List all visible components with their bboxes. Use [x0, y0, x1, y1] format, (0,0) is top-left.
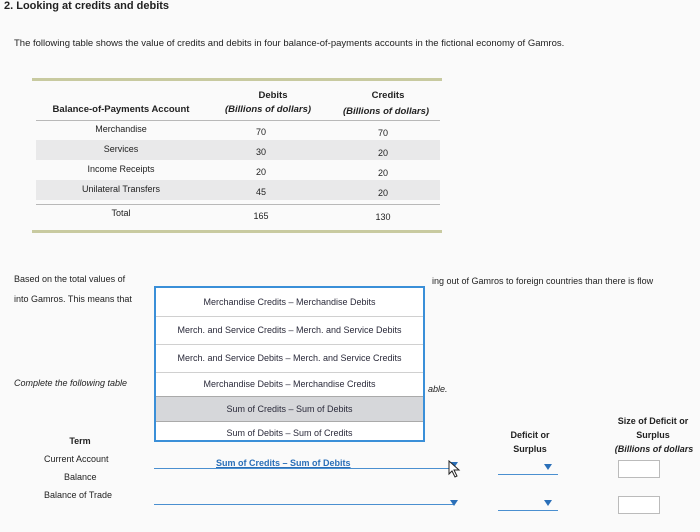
deficit-header: Deficit or	[510, 430, 550, 440]
based-text-end: ing out of Gamros to foreign countries than there is flow	[432, 276, 654, 286]
total-row	[36, 204, 440, 228]
credits-subheader: (Billions of dollars)	[342, 106, 430, 117]
select-underline	[498, 474, 558, 475]
account-cell: Services	[103, 144, 139, 154]
size-input-1[interactable]	[618, 460, 660, 478]
account-cell: Income Receipts	[87, 164, 155, 174]
question-heading: 2. Looking at credits and debits	[4, 0, 170, 12]
size-subheader: (Billions of dollars	[614, 444, 694, 454]
based-text: Based on the total values of	[14, 274, 126, 284]
debits-header: Debits	[258, 90, 288, 101]
select-underline	[154, 468, 454, 469]
dropdown-option-selected[interactable]: Sum of Credits – Sum of Debits	[156, 396, 423, 422]
select-underline	[154, 504, 454, 505]
chevron-down-icon	[544, 500, 552, 506]
table-row	[36, 160, 440, 180]
debits-cell: 45	[255, 187, 266, 197]
debits-cell: 70	[255, 127, 266, 137]
credits-cell: 20	[377, 188, 388, 198]
select-underline	[498, 510, 558, 511]
term-balance-of-trade: Balance of Trade	[44, 490, 113, 500]
table-top-rule	[32, 78, 442, 81]
term-current-account: Current Account	[44, 454, 109, 464]
dropdown-option[interactable]: Merch. and Service Credits – Merch. and Service Debits	[177, 325, 402, 335]
current-account-selected: Sum of Credits – Sum of Debits	[216, 458, 351, 468]
total-debits: 165	[253, 211, 269, 221]
table-bottom-rule	[32, 230, 442, 233]
balance-of-trade-select[interactable]	[154, 490, 454, 506]
total-label: Total	[111, 208, 131, 218]
complete-instruction-end: able.	[428, 384, 448, 394]
term-header: Term	[69, 436, 91, 446]
table-row	[36, 140, 440, 160]
account-cell: Merchandise	[95, 124, 147, 134]
complete-instruction: Complete the following table	[14, 378, 128, 388]
credits-header: Credits	[371, 90, 405, 101]
account-header: Balance-of-Payments Account	[52, 104, 190, 115]
credits-cell: 20	[377, 148, 388, 158]
cursor-icon	[448, 460, 462, 483]
term-balance: Balance	[64, 472, 97, 482]
option-divider	[156, 344, 423, 345]
size-header-2: Surplus	[636, 430, 670, 440]
deficit-header-2: Surplus	[513, 444, 547, 454]
term-dropdown-menu[interactable]	[154, 286, 425, 442]
dropdown-option[interactable]: Merchandise Credits – Merchandise Debits	[203, 297, 376, 307]
debits-cell: 30	[255, 147, 266, 157]
deficit-select-1[interactable]	[498, 462, 558, 476]
chevron-down-icon	[450, 500, 458, 506]
current-account-select[interactable]	[154, 454, 454, 470]
dropdown-option[interactable]: Sum of Debits – Sum of Credits	[226, 428, 353, 438]
based-text-line2: into Gamros. This means that	[14, 294, 132, 304]
intro-text: The following table shows the value of credits and debits in four balance-of-payments accounts in the fictional economy of Gamros.	[14, 38, 565, 49]
credits-cell: 70	[377, 128, 388, 138]
dropdown-option[interactable]: Merchandise Debits – Merchandise Credits	[203, 379, 376, 389]
table-row	[36, 180, 440, 200]
chevron-down-icon	[544, 464, 552, 470]
total-credits: 130	[375, 212, 391, 222]
table-row	[36, 120, 440, 140]
credits-cell: 20	[377, 168, 388, 178]
debits-subheader: (Billions of dollars)	[224, 104, 312, 115]
account-cell: Unilateral Transfers	[81, 184, 161, 194]
deficit-select-2[interactable]	[498, 498, 558, 512]
size-header: Size of Deficit or	[617, 416, 689, 426]
option-divider	[156, 316, 423, 317]
debits-cell: 20	[255, 167, 266, 177]
size-input-2[interactable]	[618, 496, 660, 514]
dropdown-option[interactable]: Merch. and Service Debits – Merch. and Service Credits	[177, 353, 402, 363]
